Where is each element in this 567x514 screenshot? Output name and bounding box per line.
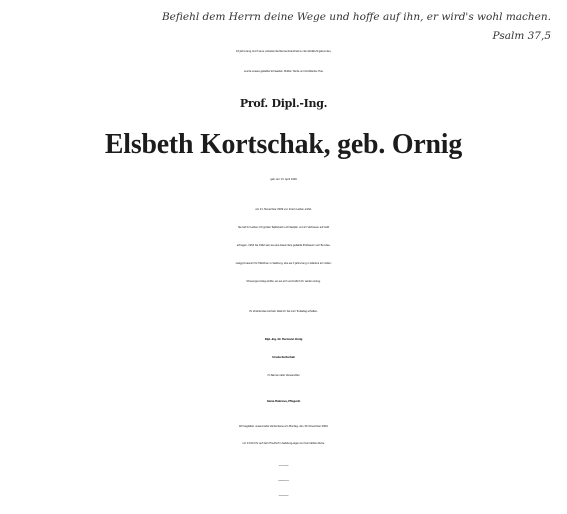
caregiver-line: Alena Halmova, Pflegerin: [266, 400, 301, 403]
intro-line-1: 43 Jahre lang durch eine unbekannte Nervenkrankheit an den Rollstuhl gebunden,: [235, 50, 332, 53]
deceased-name: Elsbeth Kortschak, geb. Ornig: [104, 128, 463, 160]
relatives-line: im Namen aller Verwandten: [267, 374, 300, 377]
mourner-1: Dipl.-Ing. Dr. Hermann Ornig: [264, 338, 303, 341]
academic-title: Prof. Dipl.-Ing.: [239, 97, 328, 110]
funeral-line-1: Wir begleiten unsere liebe Verstorbene am Montag, den 30. November 2009,: [238, 425, 329, 428]
birth-date: geb. am 13. April 1926: [270, 178, 297, 181]
body-line-3: ertragen. 1952 bis 1962 war sie eine besonders geliebte Professorin am Bundes-: [236, 244, 331, 247]
mourner-2: Ursula Kortschak: [272, 356, 295, 359]
intro-line-2: wurde unsere geliebte Schwester, Mutter, Tante und Großtante, Frau: [243, 70, 324, 73]
body-line-1: am 21. November 2009 von ihrem Leiden erlöst.: [255, 208, 312, 211]
body-line-5: St.Georgs-Colleg wirkte, wo sie sich vermutlich ihr Leiden zuzog.: [246, 280, 321, 283]
motto-source: Psalm 37,5: [492, 30, 551, 42]
smile-line: Ihr strahlendes Lächeln blieb ihr bis zum Todestag erhalten.: [249, 310, 318, 313]
body-line-4: realgymnasium für Mädchen in Salzburg, ehe sie 3 Jahre lang in Istanbul am österr.: [235, 262, 332, 265]
motto-quote: Befiehl dem Herrn deine Wege und hoffe auf ihn, er wird's wohl machen.: [161, 11, 551, 23]
body-line-2: Sie hat ihr Leiden mit großer Tapferkeit und Disziplin und im Vertrauen auf Gott: [237, 226, 330, 229]
funeral-line-2: um 13.00 Uhr auf dem Friedhof in Salzburg-Aigen zu ihrer letzten Ruhe.: [242, 442, 325, 445]
